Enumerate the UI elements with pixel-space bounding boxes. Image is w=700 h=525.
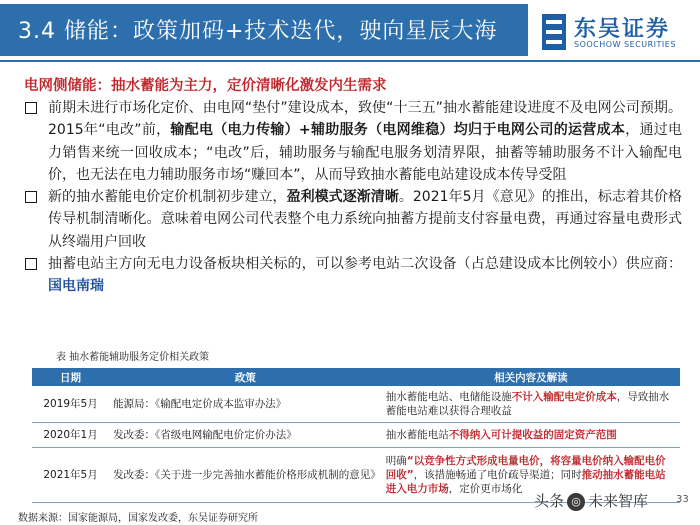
text-run: ，导致抽水蓄能电站难以获得合理收益 (385, 391, 670, 417)
bullet-square-icon (25, 258, 37, 270)
cell-date: 2021年5月 (32, 448, 109, 503)
bullet-square-icon (25, 102, 37, 114)
bullet-item (22, 253, 682, 298)
watermark-badge-icon: ◎ (567, 493, 585, 511)
text-run: 明确 (385, 455, 407, 467)
page-number: 33 (676, 494, 689, 505)
cell-policy: 发改委：《关于进一步完善抽水蓄能价格形成机制的意见》 (109, 448, 382, 503)
text-run: 国电南瑞 (48, 278, 104, 295)
header-policy: 政策 (109, 368, 382, 386)
header-rule (0, 60, 700, 62)
text-run: 输配电（电力传输）+辅助服务（电网维稳）均归于电网公司的运营成本 (170, 122, 626, 139)
cell-detail (382, 423, 680, 448)
text-run: 不得纳入可计提收益的固定资产范围 (448, 429, 617, 441)
text-run: 抽水蓄能电站 (385, 429, 449, 441)
slide-header (0, 0, 700, 62)
table-row (32, 386, 680, 423)
text-run: 新的抽水蓄能电价定价机制初步建立， (48, 189, 287, 206)
text-run: 推动抽水蓄能电站进入电力市场 (385, 469, 666, 495)
data-source: 数据来源：国家能源局，国家发改委，东吴证券研究所 (18, 513, 258, 524)
text-run: ，定价更市场化 (448, 483, 523, 495)
cell-detail (382, 386, 680, 423)
cell-date: 2020年1月 (32, 423, 109, 448)
watermark-right: 未来智库 (588, 492, 649, 510)
header-detail: 相关内容及解读 (382, 368, 680, 386)
cell-date: 2019年5月 (32, 386, 109, 423)
table-row (32, 423, 680, 448)
bullet-item (22, 186, 682, 253)
logo-text-cn: 东吴证券 (574, 17, 671, 42)
table-caption: 表 抽水蓄能辅助服务定价相关政策 (56, 352, 210, 363)
text-run: 不计入输配电定价成本 (511, 391, 617, 403)
text-run: 。2021年5月《意见》的推出，标志着其价格传导机制清晰化。意味着电网公司代表整个电力系统向抽蓄方提前支付容量电费，再通过容量电费形式从终端用户回收 (48, 189, 683, 250)
section-subheading: 电网侧储能：抽水蓄能为主力，定价清晰化激发内生需求 (24, 78, 387, 94)
cell-policy: 发改委：《省级电网输配电价定价办法》 (109, 423, 382, 448)
logo-text-en: SOOCHOW SECURITIES (574, 40, 676, 49)
bullet-list (22, 97, 682, 298)
text-run: “以竞争性方式形成电量电价，将容量电价纳入输配电价回收” (385, 455, 666, 481)
text-run: 抽水蓄能电站、电储能设施 (385, 391, 512, 403)
slide-title: 3.4 储能：政策加码+技术迭代，驶向星辰大海 (18, 19, 498, 44)
table-header-row (32, 368, 680, 386)
watermark-left: 头条 (534, 492, 565, 510)
cell-policy: 能源局：《输配电定价成本监审办法》 (109, 386, 382, 423)
header-date: 日期 (32, 368, 109, 386)
title-bar (0, 4, 528, 56)
text-run: 抽蓄电站主方向无电力设备板块相关标的，可以参考电站二次设备（占总建设成本比例较小）供应商： (48, 256, 682, 273)
text-run: ，该措施畅通了电价疏导渠道；同时 (413, 469, 582, 481)
logo-mark-icon (540, 12, 568, 52)
text-run: 前期未进行市场化定价、由电网“垫付”建设成本，致使“十三五”抽水蓄能建设进度不及电网公司预期。2015年“电改”前， (48, 100, 682, 139)
bullet-item (22, 97, 682, 186)
watermark (534, 490, 648, 511)
text-run: 盈利模式逐渐清晰 (286, 189, 399, 206)
bullet-square-icon (25, 191, 37, 203)
company-logo (540, 10, 700, 56)
policy-table (32, 368, 680, 503)
bullet-text (48, 97, 682, 186)
bullet-text (48, 253, 682, 298)
text-run: ，通过电力销售来统一回收成本；“电改”后，辅助服务与输配电服务划清界限，抽蓄等辅助服务不计入输配电价，也无法在电力辅助服务市场“赚回本”，从而导致抽水蓄能电站建设成本传导受阻 (48, 122, 683, 183)
bullet-text (48, 186, 682, 253)
